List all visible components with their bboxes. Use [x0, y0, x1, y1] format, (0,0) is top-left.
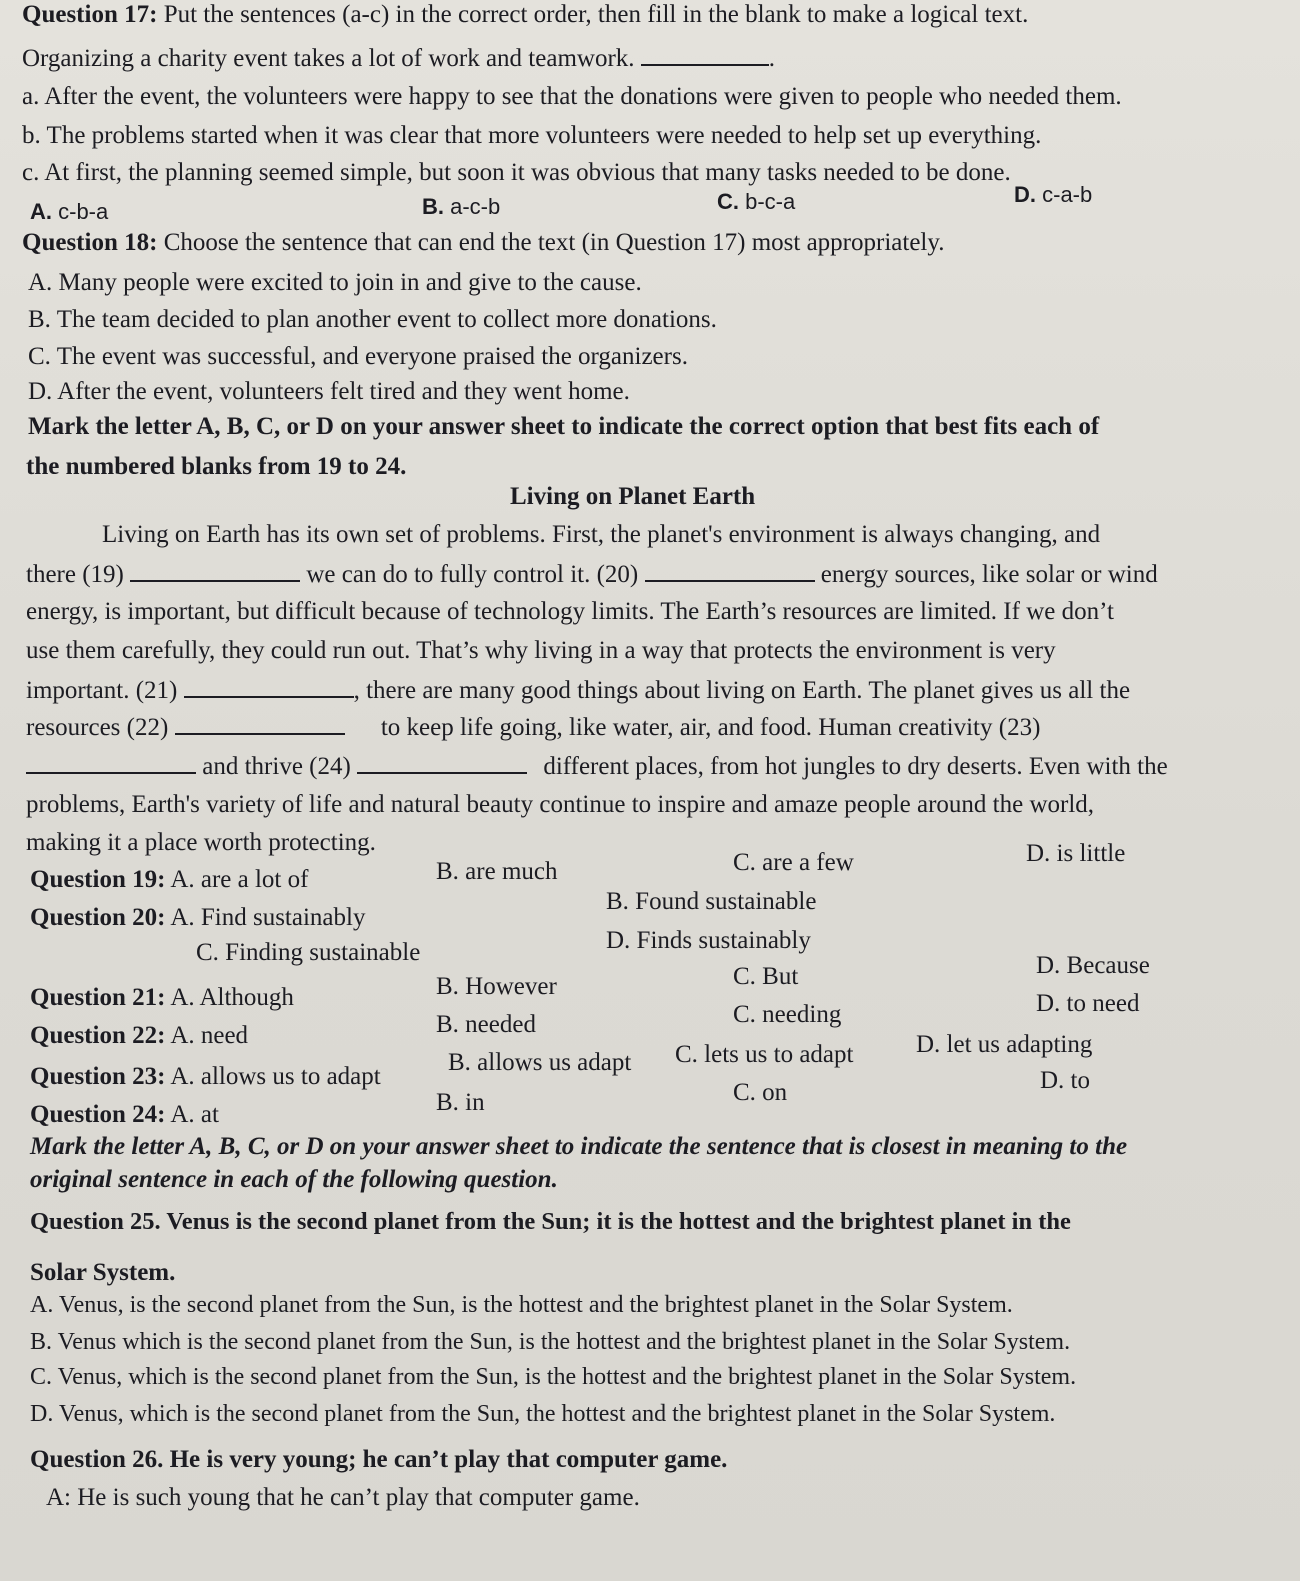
option-text: c-b-a	[58, 199, 109, 224]
passage-line-7	[26, 752, 1168, 782]
q24-row	[30, 1100, 219, 1130]
passage-text: energy sources, like solar or wind	[820, 561, 1158, 588]
q17-sentence-c: c. At first, the planning seemed simple, but soon it was obvious that many tasks needed to be done.	[22, 159, 1011, 186]
q17-intro-line: Organizing a charity event takes a lot of work and teamwork. .	[22, 45, 776, 72]
q18-label: Question 18:	[22, 229, 158, 256]
passage-line-1: Living on Earth has its own set of problems. First, the planet's environment is always changing, and	[102, 521, 1101, 548]
q21-option-d[interactable]: D. Because	[1036, 952, 1150, 979]
passage-line-5	[26, 676, 1130, 706]
q23-option-b[interactable]: B. allows us adapt	[448, 1049, 632, 1076]
q19-option-d[interactable]: D. is little	[1026, 840, 1126, 867]
q17-heading	[22, 0, 1028, 30]
q17-option-b[interactable]	[422, 192, 500, 222]
passage-text: different places, from hot jungles to dry deserts. Even with the	[543, 753, 1168, 780]
q21-label: Question 21:	[30, 984, 166, 1011]
q20-label: Question 20:	[30, 904, 166, 931]
q24-option-c[interactable]: C. on	[733, 1079, 788, 1106]
passage-line-3: energy, is important, but difficult because of technology limits. The Earth’s resources are limited. If we don’t	[26, 598, 1114, 625]
q20-option-a[interactable]: A. Find sustainably	[170, 904, 366, 931]
blank-20[interactable]	[645, 560, 815, 582]
passage-text: important. (21)	[26, 677, 178, 704]
passage-text: there (19)	[26, 561, 124, 588]
q17-label: Question 17:	[22, 1, 158, 28]
q23-option-c[interactable]: C. lets us to adapt	[675, 1041, 854, 1068]
q23-label: Question 23:	[30, 1063, 166, 1090]
q19-option-a[interactable]: A. are a lot of	[170, 866, 309, 893]
section1-instruction-line1: Mark the letter A, B, C, or D on your answer sheet to indicate the correct option that best fits each of	[28, 413, 1100, 440]
passage-line-6	[26, 713, 1040, 743]
q21-option-c[interactable]: C. But	[733, 963, 799, 990]
q26-stem: Question 26. He is very young; he can’t play that computer game.	[30, 1446, 728, 1473]
passage-text: resources (22)	[26, 714, 169, 741]
passage-line-8: problems, Earth's variety of life and natural beauty continue to inspire and amaze people around the world,	[26, 791, 1095, 818]
q19-row	[30, 865, 308, 895]
q17-option-c[interactable]	[717, 187, 795, 217]
blank-22[interactable]	[175, 713, 345, 735]
passage-title: Living on Planet Earth	[510, 483, 756, 510]
q21-option-a[interactable]: A. Although	[170, 984, 294, 1011]
section1-instruction-line2: the numbered blanks from 19 to 24.	[26, 453, 407, 480]
blank-23[interactable]	[26, 752, 196, 774]
blank-24[interactable]	[357, 752, 527, 774]
q17-sentence-a: a. After the event, the volunteers were happy to see that the donations were given to people who needed them.	[22, 83, 1122, 110]
q22-option-d[interactable]: D. to need	[1036, 990, 1140, 1017]
q18-option-d[interactable]: D. After the event, volunteers felt tired and they went home.	[28, 378, 630, 405]
q20-row	[30, 903, 365, 933]
passage-line-4: use them carefully, they could run out. That’s why living in a way that protects the environment is very	[26, 637, 1056, 664]
q21-option-b[interactable]: B. However	[436, 973, 557, 1000]
q17-sentence-b: b. The problems started when it was clear that more volunteers were needed to help set up everything.	[22, 122, 1042, 149]
q22-row	[30, 1021, 248, 1051]
q23-option-d[interactable]: D. let us adapting	[916, 1031, 1093, 1058]
q19-option-b[interactable]: B. are much	[436, 858, 558, 885]
passage-text: , there are many good things about living on Earth. The planet gives us all the	[353, 677, 1131, 704]
q22-label: Question 22:	[30, 1022, 166, 1049]
q18-option-b[interactable]: B. The team decided to plan another event to collect more donations.	[28, 306, 717, 333]
option-letter: D.	[1014, 182, 1036, 207]
q24-option-b[interactable]: B. in	[436, 1089, 485, 1116]
q21-row	[30, 983, 294, 1013]
passage-text: we can do to fully control it. (20)	[306, 561, 639, 588]
q25-option-d[interactable]: D. Venus, which is the second planet from the Sun, the hottest and the brightest planet in the Solar System.	[30, 1401, 1056, 1427]
q17-option-a[interactable]	[30, 197, 108, 227]
q20-option-b[interactable]: B. Found sustainable	[606, 888, 817, 915]
q17-option-d[interactable]	[1014, 180, 1092, 210]
option-letter: B.	[422, 194, 444, 219]
q25-option-b[interactable]: B. Venus which is the second planet from the Sun, is the hottest and the brightest planet in the Solar System.	[30, 1329, 1071, 1355]
option-letter: C.	[717, 189, 739, 214]
q19-label: Question 19:	[30, 866, 166, 893]
option-letter: A.	[30, 199, 52, 224]
q17-intro: Organizing a charity event takes a lot of work and teamwork.	[22, 45, 635, 72]
q25-option-a[interactable]: A. Venus, is the second planet from the Sun, is the hottest and the brightest planet in the Solar System.	[30, 1292, 1013, 1318]
option-text: c-a-b	[1042, 182, 1093, 207]
passage-text: to keep life going, like water, air, and food. Human creativity (23)	[380, 714, 1041, 741]
q23-option-a[interactable]: A. allows us to adapt	[170, 1063, 381, 1090]
option-text: a-c-b	[450, 194, 501, 219]
q24-label: Question 24:	[30, 1101, 166, 1128]
q19-option-c[interactable]: C. are a few	[733, 849, 854, 876]
q20-option-c[interactable]: C. Finding sustainable	[196, 939, 421, 966]
q22-option-a[interactable]: A. need	[170, 1022, 249, 1049]
q26-option-a[interactable]: A: He is such young that he can’t play that computer game.	[46, 1484, 640, 1511]
q24-option-a[interactable]: A. at	[170, 1101, 219, 1128]
q17-prompt: Put the sentences (a-c) in the correct order, then fill in the blank to make a logical text.	[163, 1, 1029, 28]
passage-text: and thrive (24)	[202, 753, 351, 780]
q25-stem-line2: Solar System.	[30, 1259, 176, 1286]
passage-line-9: making it a place worth protecting.	[26, 829, 376, 856]
q18-option-c[interactable]: C. The event was successful, and everyone praised the organizers.	[28, 343, 688, 370]
passage-line-2	[26, 560, 1258, 590]
q22-option-b[interactable]: B. needed	[436, 1011, 536, 1038]
section2-instruction-line2: original sentence in each of the following question.	[30, 1166, 558, 1193]
q20-option-d[interactable]: D. Finds sustainably	[606, 927, 811, 954]
section2-instruction-line1: Mark the letter A, B, C, or D on your answer sheet to indicate the sentence that is closest in meaning to the	[30, 1133, 1128, 1160]
q18-heading	[22, 228, 945, 258]
q25-stem-line1: Question 25. Venus is the second planet from the Sun; it is the hottest and the brightest planet in the	[30, 1208, 1071, 1235]
q22-option-c[interactable]: C. needing	[733, 1001, 842, 1028]
blank-19[interactable]	[130, 560, 300, 582]
q18-prompt: Choose the sentence that can end the text (in Question 17) most appropriately.	[163, 229, 945, 256]
blank-21[interactable]	[184, 676, 354, 698]
q24-option-d[interactable]: D. to	[1040, 1067, 1090, 1094]
q18-option-a[interactable]: A. Many people were excited to join in and give to the cause.	[28, 269, 642, 296]
q25-option-c[interactable]: C. Venus, which is the second planet from the Sun, is the hottest and the brightest planet in the Solar System.	[30, 1364, 1077, 1390]
option-text: b-c-a	[745, 189, 796, 214]
q17-blank[interactable]	[641, 44, 769, 66]
q23-row	[30, 1062, 381, 1092]
